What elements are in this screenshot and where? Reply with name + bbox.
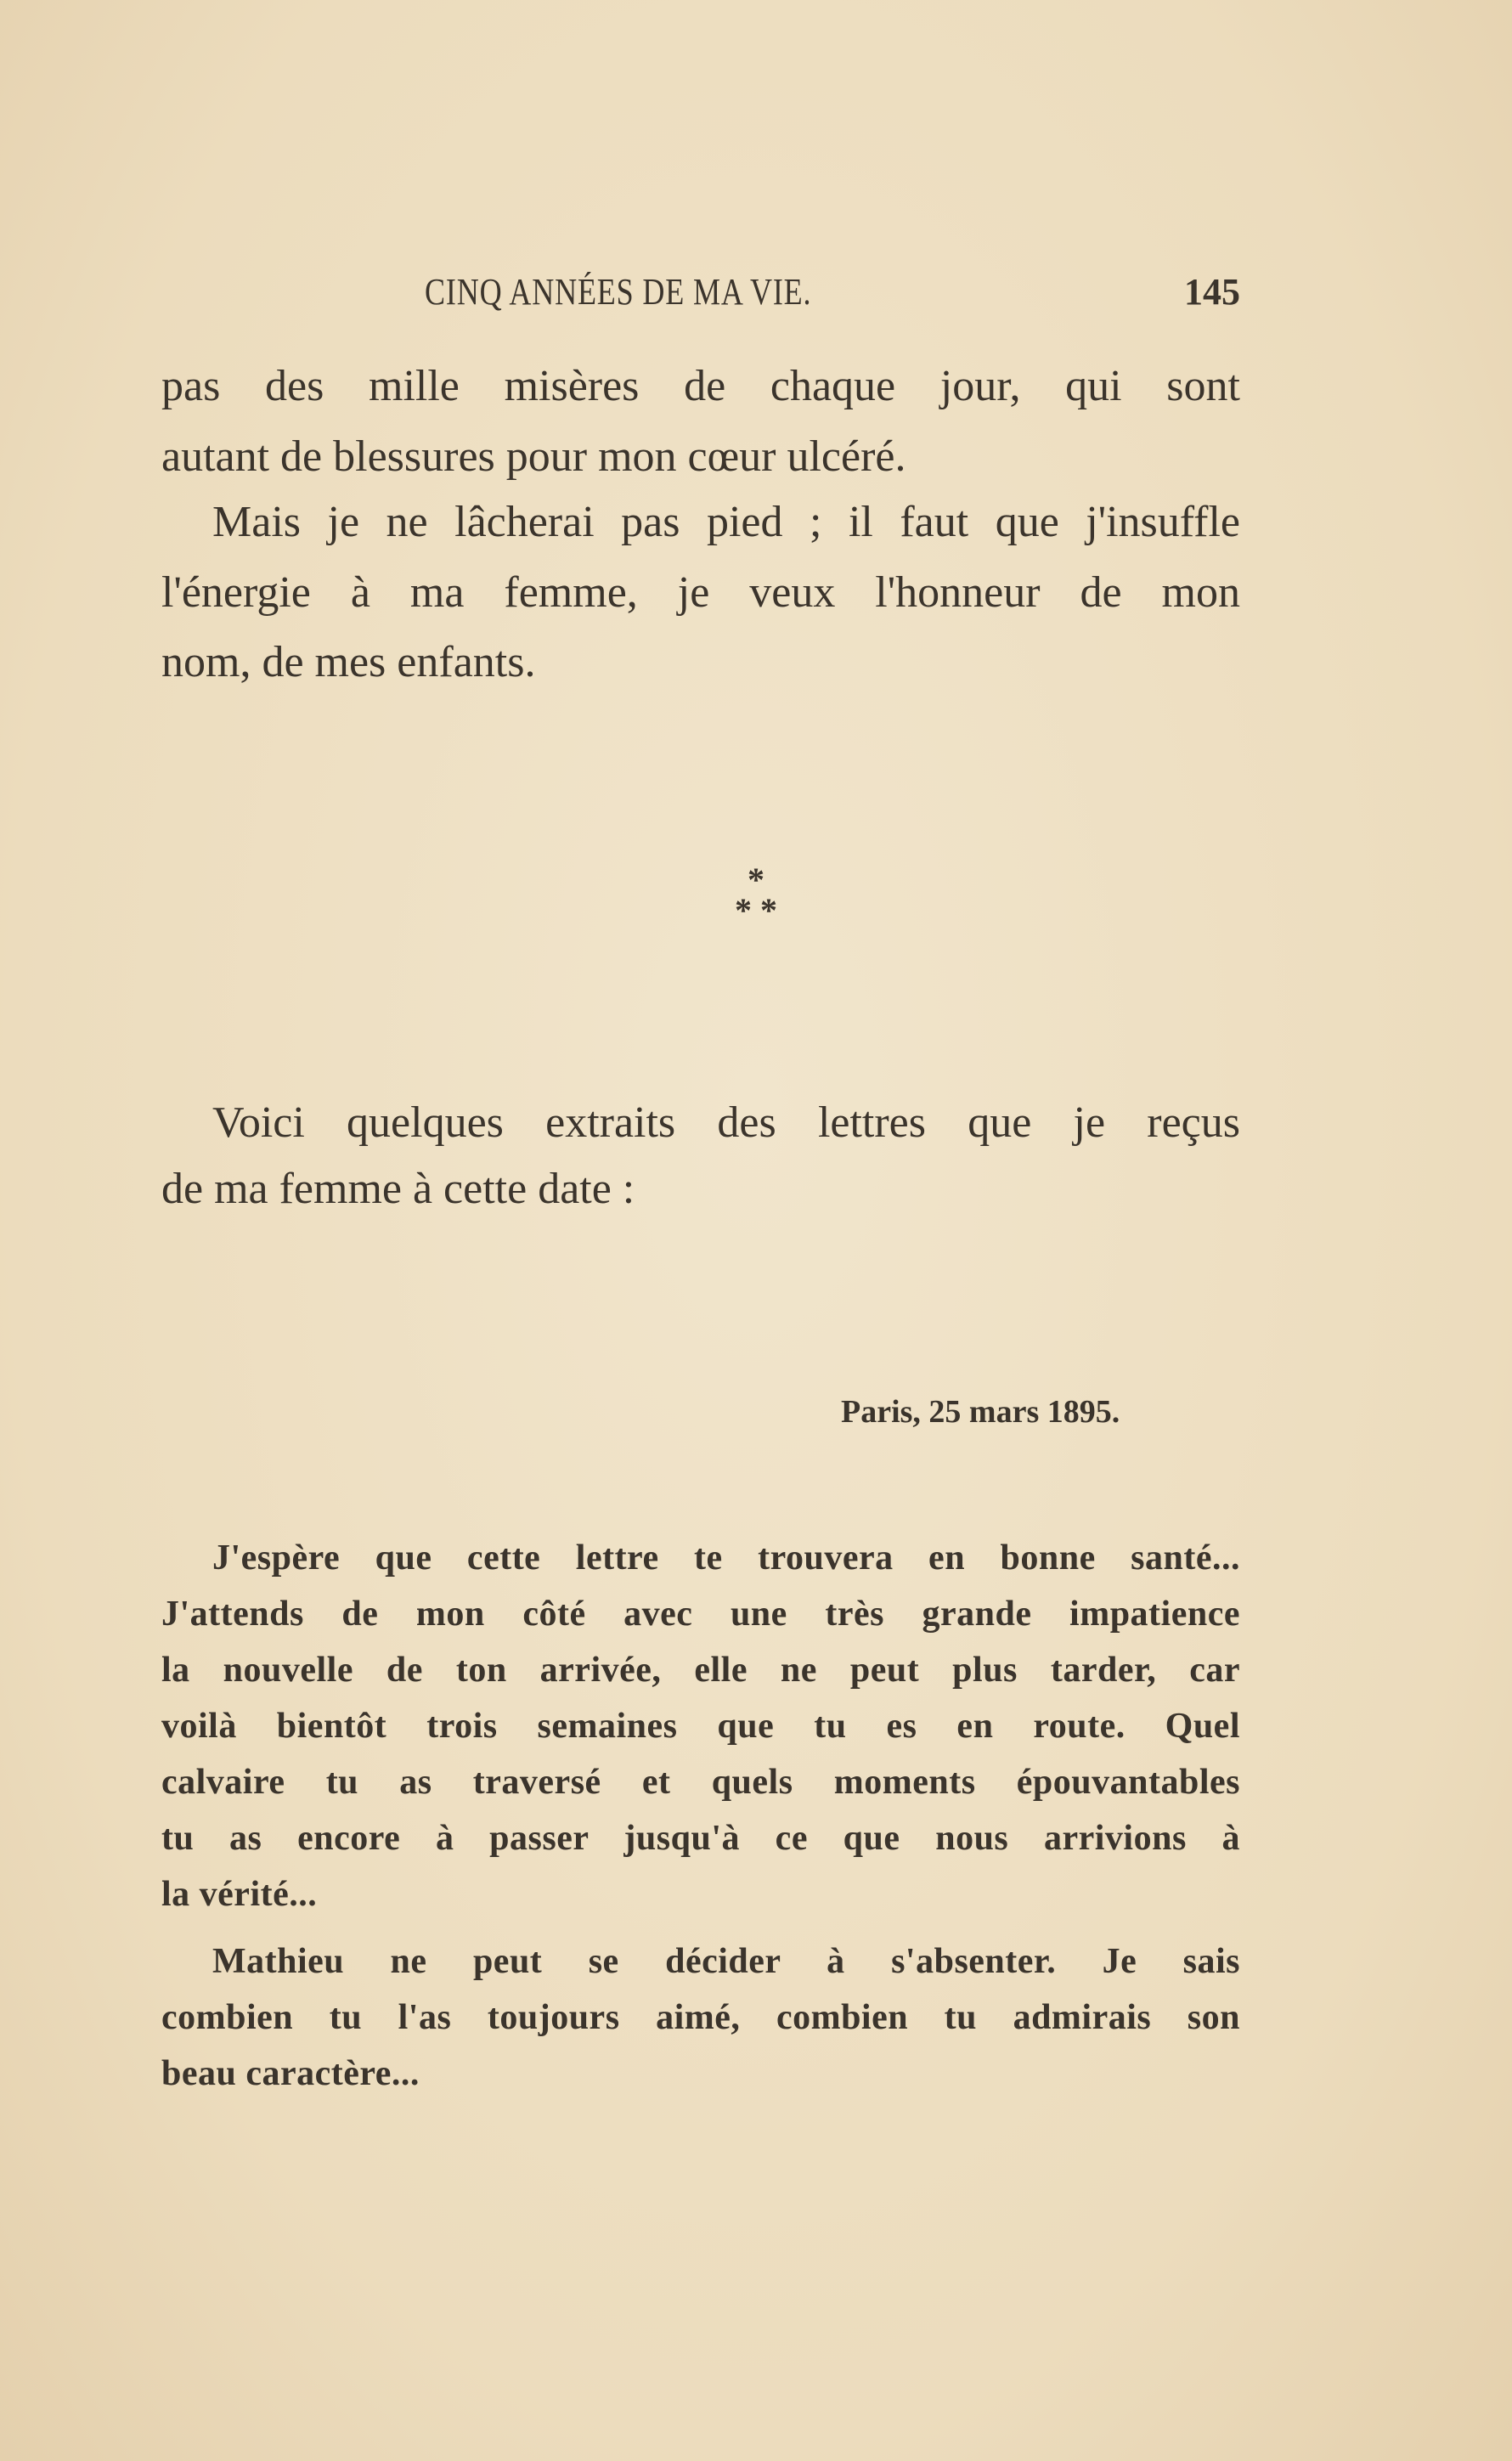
text-line: autant de blessures pour mon cœur ulcéré. [161, 432, 906, 481]
text-line: tu as encore à passer jusqu'à ce que nous arrivions à [161, 1819, 1240, 1858]
text-line: Mais je ne lâcherai pas pied ; il faut que j'insuffle [212, 498, 1240, 546]
text-line: voilà bientôt trois semaines que tu es en route. Quel [161, 1707, 1240, 1746]
text-line: la vérité... [161, 1875, 318, 1914]
text-line: nom, de mes enfants. [161, 638, 536, 686]
asterism-bottom: * * [735, 891, 777, 929]
text-line: Voici quelques extraits des lettres que je reçus [212, 1098, 1240, 1147]
text-line: Mathieu ne peut se décider à s'absenter. Je sais [212, 1942, 1240, 1981]
text-line: J'espère que cette lettre te trouvera en bonne santé... [212, 1538, 1240, 1578]
text-line: la nouvelle de ton arrivée, elle ne peut plus tarder, car [161, 1651, 1240, 1690]
page-header [161, 270, 1240, 321]
text-line: calvaire tu as traversé et quels moments épouvantables [161, 1763, 1240, 1802]
text-line: beau caractère... [161, 2054, 420, 2093]
text-line: l'énergie à ma femme, je veux l'honneur de mon [161, 568, 1240, 617]
text-line: pas des mille misères de chaque jour, qui sont [161, 362, 1240, 410]
text-line: J'attends de mon côté avec une très grande impatience [161, 1595, 1240, 1634]
text-line: de ma femme à cette date : [161, 1165, 635, 1213]
page-number: 145 [1184, 271, 1240, 313]
text-line: combien tu l'as toujours aimé, combien tu admirais son [161, 1998, 1240, 2037]
letter-dateline: Paris, 25 mars 1895. [841, 1394, 1120, 1430]
asterism-top: * [748, 861, 764, 899]
running-title: CINQ ANNÉES DE MA VIE. [425, 271, 812, 313]
